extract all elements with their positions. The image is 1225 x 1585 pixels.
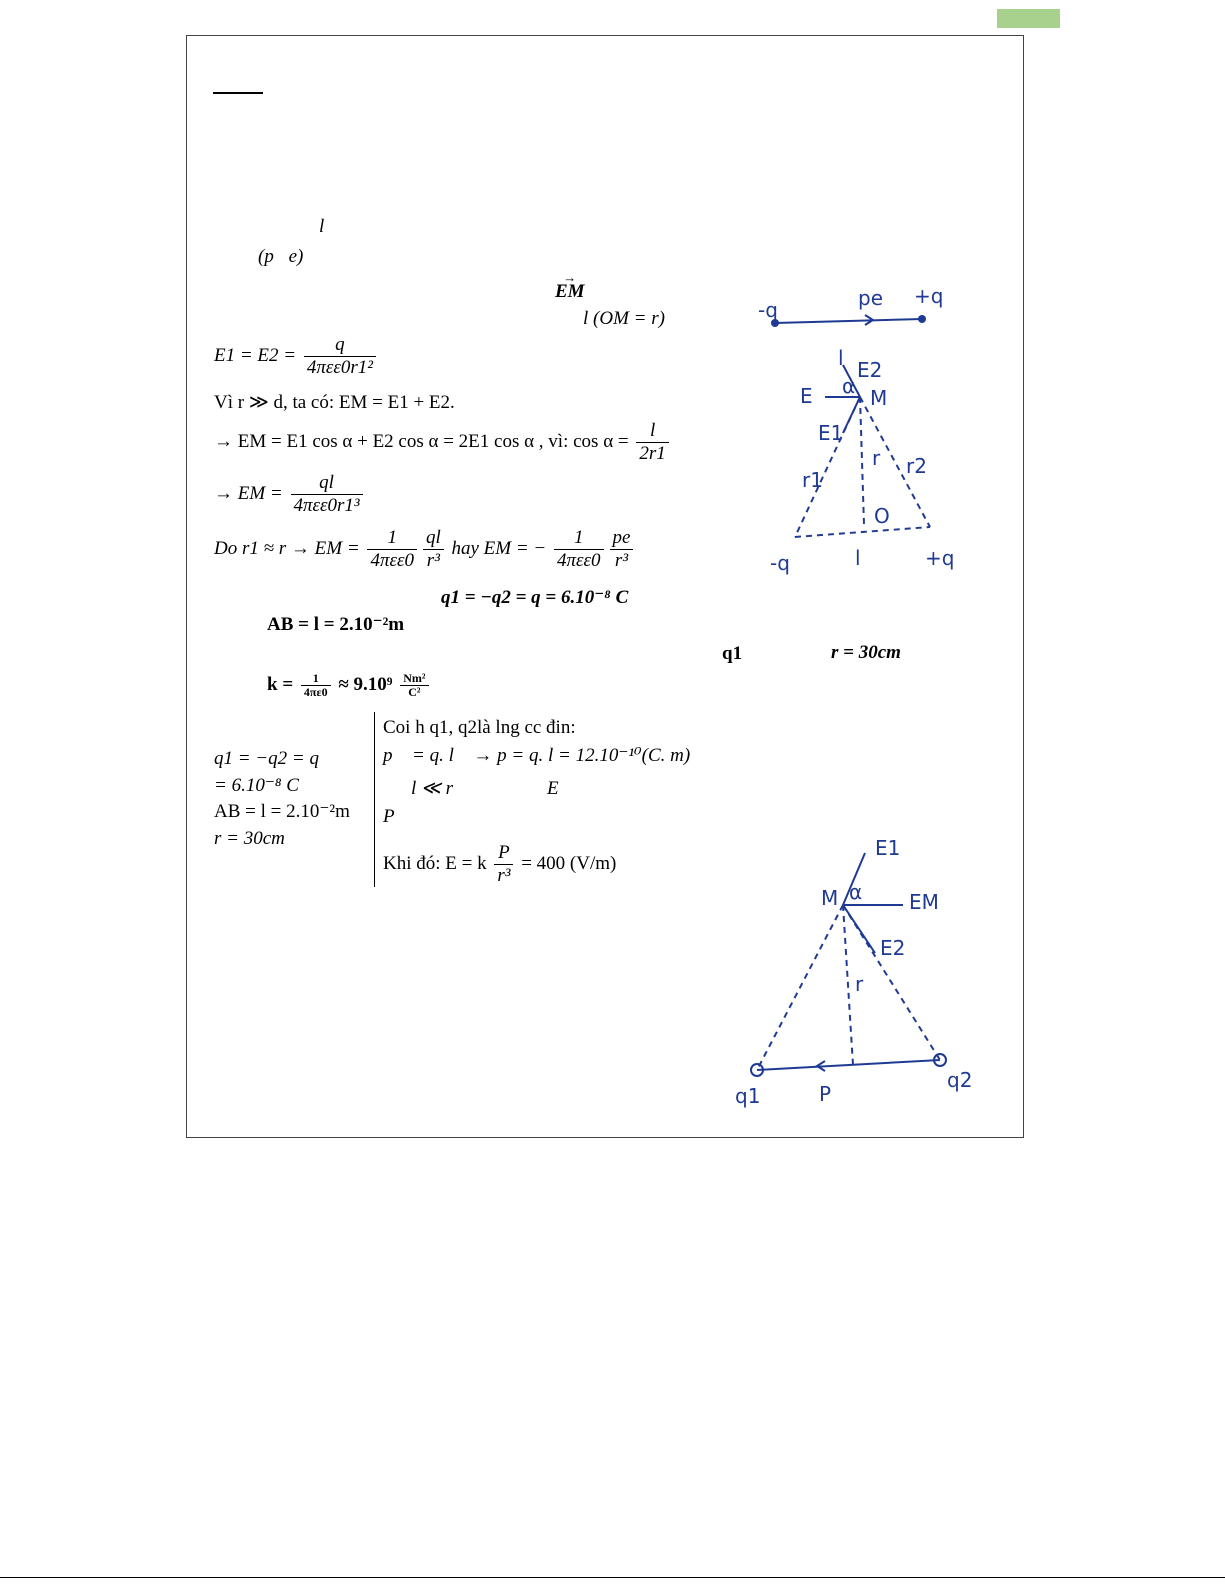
sketch2-q1: q1 — [735, 1084, 761, 1108]
given-2: = 6.10⁻⁸ C — [214, 775, 299, 796]
sketch1-neg-q-bottom: -q — [770, 551, 790, 575]
do-fraction-2 — [423, 527, 444, 572]
do-f2-den: r³ — [423, 549, 444, 572]
k-rhs: ≈ 9.10⁹ — [338, 673, 393, 695]
do-f4-num: pe — [612, 527, 631, 548]
sol5-rhs: = 400 (V/m) — [521, 852, 617, 874]
k-lhs: k = — [267, 673, 294, 695]
given-1: q1 = −q2 = q — [214, 748, 319, 769]
do-formula — [214, 527, 636, 572]
do-f2-num: ql — [425, 527, 441, 548]
k-den: 4πε0 — [301, 685, 331, 699]
do-f3-num: 1 — [574, 527, 584, 548]
sketch2-em: EM — [909, 890, 939, 914]
em-vector-text: → EM — [555, 281, 585, 303]
q-bold: q1 = −q2 = q = 6.10⁻⁸ C — [441, 587, 629, 608]
e1e2-lhs: E1 = E2 = — [214, 344, 297, 366]
cos-num: l — [649, 420, 656, 441]
section-underline — [213, 92, 263, 94]
sketch2-m: M — [821, 886, 839, 910]
cos-fraction — [636, 420, 668, 465]
sketch1-neg-q: -q — [758, 298, 778, 322]
cos-den: 2r1 — [636, 442, 668, 465]
do-lhs: Do r1 ≈ r → EM = — [214, 537, 360, 559]
given-4: r = 30cm — [214, 828, 285, 849]
e1e2-formula — [214, 334, 379, 379]
sketch2-r: r — [855, 972, 864, 996]
em-cos-formula — [214, 420, 672, 465]
em-label — [555, 281, 585, 303]
sketch1-base-line — [795, 527, 930, 537]
k-unit — [400, 672, 428, 699]
do-fraction-1 — [367, 527, 417, 572]
dipole-sketch-bottom — [725, 825, 995, 1125]
sketch1-r: r — [872, 446, 881, 470]
do-f1-num: 1 — [387, 527, 397, 548]
em-ql-den: 4πεε0r1³ — [291, 494, 363, 517]
sketch2-e2-arrow — [843, 905, 875, 953]
do-f1-den: 4πεε0 — [367, 549, 417, 572]
sketch1-e: E — [800, 384, 813, 408]
sol5-lhs: Khi đó: E = k — [383, 852, 487, 874]
sol5-num: P — [498, 842, 510, 863]
sketch1-pos-charge-dot — [918, 315, 926, 323]
e1e2-fraction — [304, 334, 376, 379]
vi-line: Vì r ≫ d, ta có: EM = E1 + E2. — [214, 392, 455, 413]
sketch2-axis-line — [757, 1060, 940, 1070]
solution-5 — [383, 842, 616, 887]
sketch1-l: l — [838, 346, 844, 370]
k-formula — [267, 672, 432, 699]
sketch2-e1: E1 — [875, 836, 901, 860]
header-tab — [997, 9, 1060, 28]
sketch1-e1: E1 — [818, 421, 844, 445]
ab-bold: AB = l = 2.10⁻²m — [267, 614, 405, 635]
sketch1-r2: r2 — [906, 454, 927, 478]
solution-4: P⃗ — [383, 806, 410, 827]
sketch1-pos-q-bottom: +q — [925, 546, 955, 570]
r-bold: r = 30cm — [831, 642, 901, 663]
sketch2-e2: E2 — [880, 936, 906, 960]
page-bottom-rule — [0, 1577, 1225, 1578]
sketch1-r1: r1 — [802, 468, 823, 492]
solution-3a: l ≪ r — [411, 778, 454, 799]
sketch1-r1-line — [795, 397, 860, 537]
sketch2-alpha: α — [849, 880, 863, 904]
do-fraction-4 — [610, 527, 634, 572]
do-fraction-3 — [554, 527, 604, 572]
sketch1-alpha: α — [842, 374, 856, 398]
e1e2-den: 4πεε0r1² — [304, 356, 376, 379]
sketch1-m: M — [870, 386, 888, 410]
l-om: l (OM = r) — [583, 308, 665, 329]
q1-label: q1 — [722, 643, 743, 664]
sketch1-pe: pe — [858, 286, 883, 310]
do-f3-den: 4πεε0 — [554, 549, 604, 572]
l-symbol: l — [319, 216, 325, 237]
sol5-den: r³ — [494, 864, 513, 887]
solution-3b: E⃗ — [547, 778, 574, 799]
pe-symbol: (p⃗e) — [258, 246, 304, 267]
k-unit-num: Nm² — [403, 671, 426, 685]
sketch2-r-line — [843, 905, 853, 1065]
em-cos-text: → EM = E1 cos α + E2 cos α = 2E1 cos α , vì: cos α = — [214, 430, 629, 452]
sketch1-pos-q: +q — [914, 284, 944, 308]
sketch1-e2: E2 — [857, 358, 883, 382]
em-ql-formula — [214, 472, 366, 517]
em-ql-lhs: → EM = — [214, 482, 283, 504]
solution-2: p⃗ = q. l⃗ → p = q. l = 12.10⁻¹⁰(C. m) — [383, 745, 691, 766]
em-ql-fraction — [291, 472, 363, 517]
do-hay: hay EM = − — [451, 537, 547, 559]
e1e2-num: q — [335, 334, 345, 355]
k-unit-den: C² — [400, 685, 428, 699]
k-num: 1 — [312, 671, 319, 685]
sketch1-r-line — [860, 397, 864, 525]
table-divider — [374, 712, 375, 887]
sketch1-axis-line — [775, 319, 922, 323]
sketch2-left-line — [757, 905, 843, 1070]
em-ql-num: ql — [319, 472, 334, 493]
given-3: AB = l = 2.10⁻²m — [214, 801, 350, 822]
k-fraction — [301, 672, 331, 699]
sketch1-o: O — [874, 504, 890, 528]
sketch1-l-bottom: l — [855, 546, 861, 570]
solution-1: Coi h q1, q2là lng cc đin: — [383, 717, 576, 738]
sketch2-q2: q2 — [947, 1068, 973, 1092]
sketch2-p: P — [819, 1082, 832, 1106]
sol5-fraction — [494, 842, 513, 887]
dipole-sketch-top — [730, 275, 1010, 595]
do-f4-den: r³ — [610, 549, 634, 572]
